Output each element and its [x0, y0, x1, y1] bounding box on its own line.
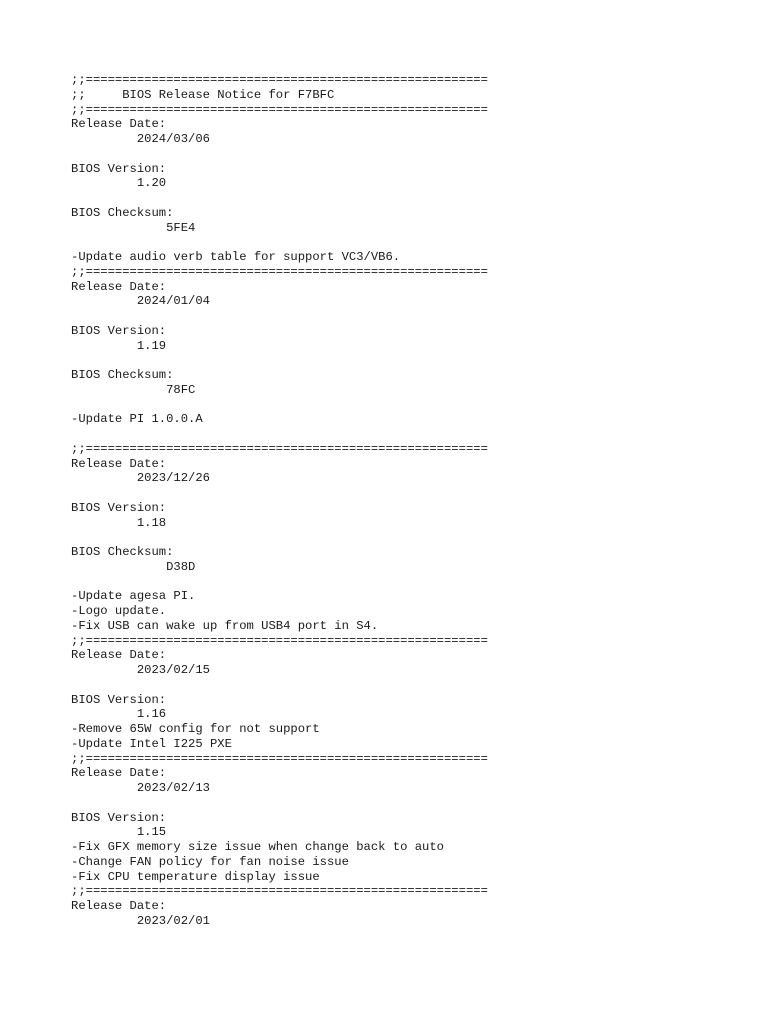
blank-line — [71, 235, 751, 250]
change-note: -Fix USB can wake up from USB4 port in S4. — [71, 618, 379, 633]
release-notes-document — [71, 73, 751, 929]
document-title: ;; BIOS Release Notice for F7BFC — [71, 87, 335, 102]
separator-line: ;;======================================================= — [71, 73, 488, 87]
release-date-label: Release Date: — [71, 279, 167, 294]
bios-version-value: 1.16 — [71, 707, 167, 722]
bios-checksum-label: BIOS Checksum: — [71, 545, 174, 559]
separator-line: ;;======================================================= — [71, 751, 488, 766]
bios-version-label: BIOS Version: — [71, 500, 167, 515]
release-date-value: 2024/01/04 — [71, 294, 210, 309]
change-note: -Fix CPU temperature display issue — [71, 869, 320, 884]
separator-line: ;;======================================================= — [71, 441, 488, 456]
change-note: -Update Intel I225 PXE — [71, 736, 232, 751]
bios-version-label: BIOS Version: — [71, 692, 167, 707]
blank-line — [71, 796, 751, 811]
blank-line — [71, 486, 751, 501]
bios-version-label: BIOS Version: — [71, 810, 167, 825]
blank-line — [71, 530, 751, 545]
separator-line: ;;======================================================= — [71, 264, 488, 279]
blank-line — [71, 575, 751, 590]
bios-checksum-value: D38D — [71, 559, 196, 574]
bios-version-label: BIOS Version: — [71, 161, 167, 176]
release-date-value: 2023/02/13 — [71, 781, 210, 795]
bios-checksum-label: BIOS Checksum: — [71, 368, 174, 382]
release-date-value: 2023/12/26 — [71, 471, 210, 486]
blank-line — [71, 398, 751, 413]
separator-line: ;;======================================================= — [71, 884, 488, 899]
change-note: -Change FAN policy for fan noise issue — [71, 854, 349, 869]
blank-line — [71, 191, 751, 206]
release-date-label: Release Date: — [71, 456, 167, 471]
bios-version-value: 1.20 — [71, 176, 167, 191]
bios-version-value: 1.18 — [71, 515, 167, 530]
change-note: -Logo update. — [71, 604, 167, 618]
blank-line — [71, 353, 751, 368]
change-note: -Update agesa PI. — [71, 589, 196, 604]
blank-line — [71, 427, 751, 442]
blank-line — [71, 147, 751, 162]
release-date-label: Release Date: — [71, 899, 167, 913]
change-note: -Remove 65W config for not support — [71, 722, 320, 736]
blank-line — [71, 309, 751, 324]
release-date-label: Release Date: — [71, 766, 167, 781]
separator-line: ;;======================================================= — [71, 633, 488, 648]
release-date-value: 2023/02/15 — [71, 663, 210, 677]
change-note: -Update audio verb table for support VC3/VB6. — [71, 250, 401, 264]
release-date-value: 2024/03/06 — [71, 132, 210, 146]
change-note: -Update PI 1.0.0.A — [71, 412, 203, 427]
bios-checksum-value: 78FC — [71, 382, 196, 397]
bios-version-value: 1.15 — [71, 825, 167, 840]
blank-line — [71, 678, 751, 693]
release-date-label: Release Date: — [71, 648, 167, 663]
separator-line: ;;======================================================= — [71, 102, 488, 117]
bios-version-label: BIOS Version: — [71, 323, 167, 338]
release-date-label: Release Date: — [71, 117, 167, 132]
bios-checksum-value: 5FE4 — [71, 220, 196, 235]
bios-checksum-label: BIOS Checksum: — [71, 205, 174, 220]
bios-version-value: 1.19 — [71, 338, 167, 353]
change-note: -Fix GFX memory size issue when change back to auto — [71, 840, 444, 854]
release-date-value: 2023/02/01 — [71, 913, 210, 928]
